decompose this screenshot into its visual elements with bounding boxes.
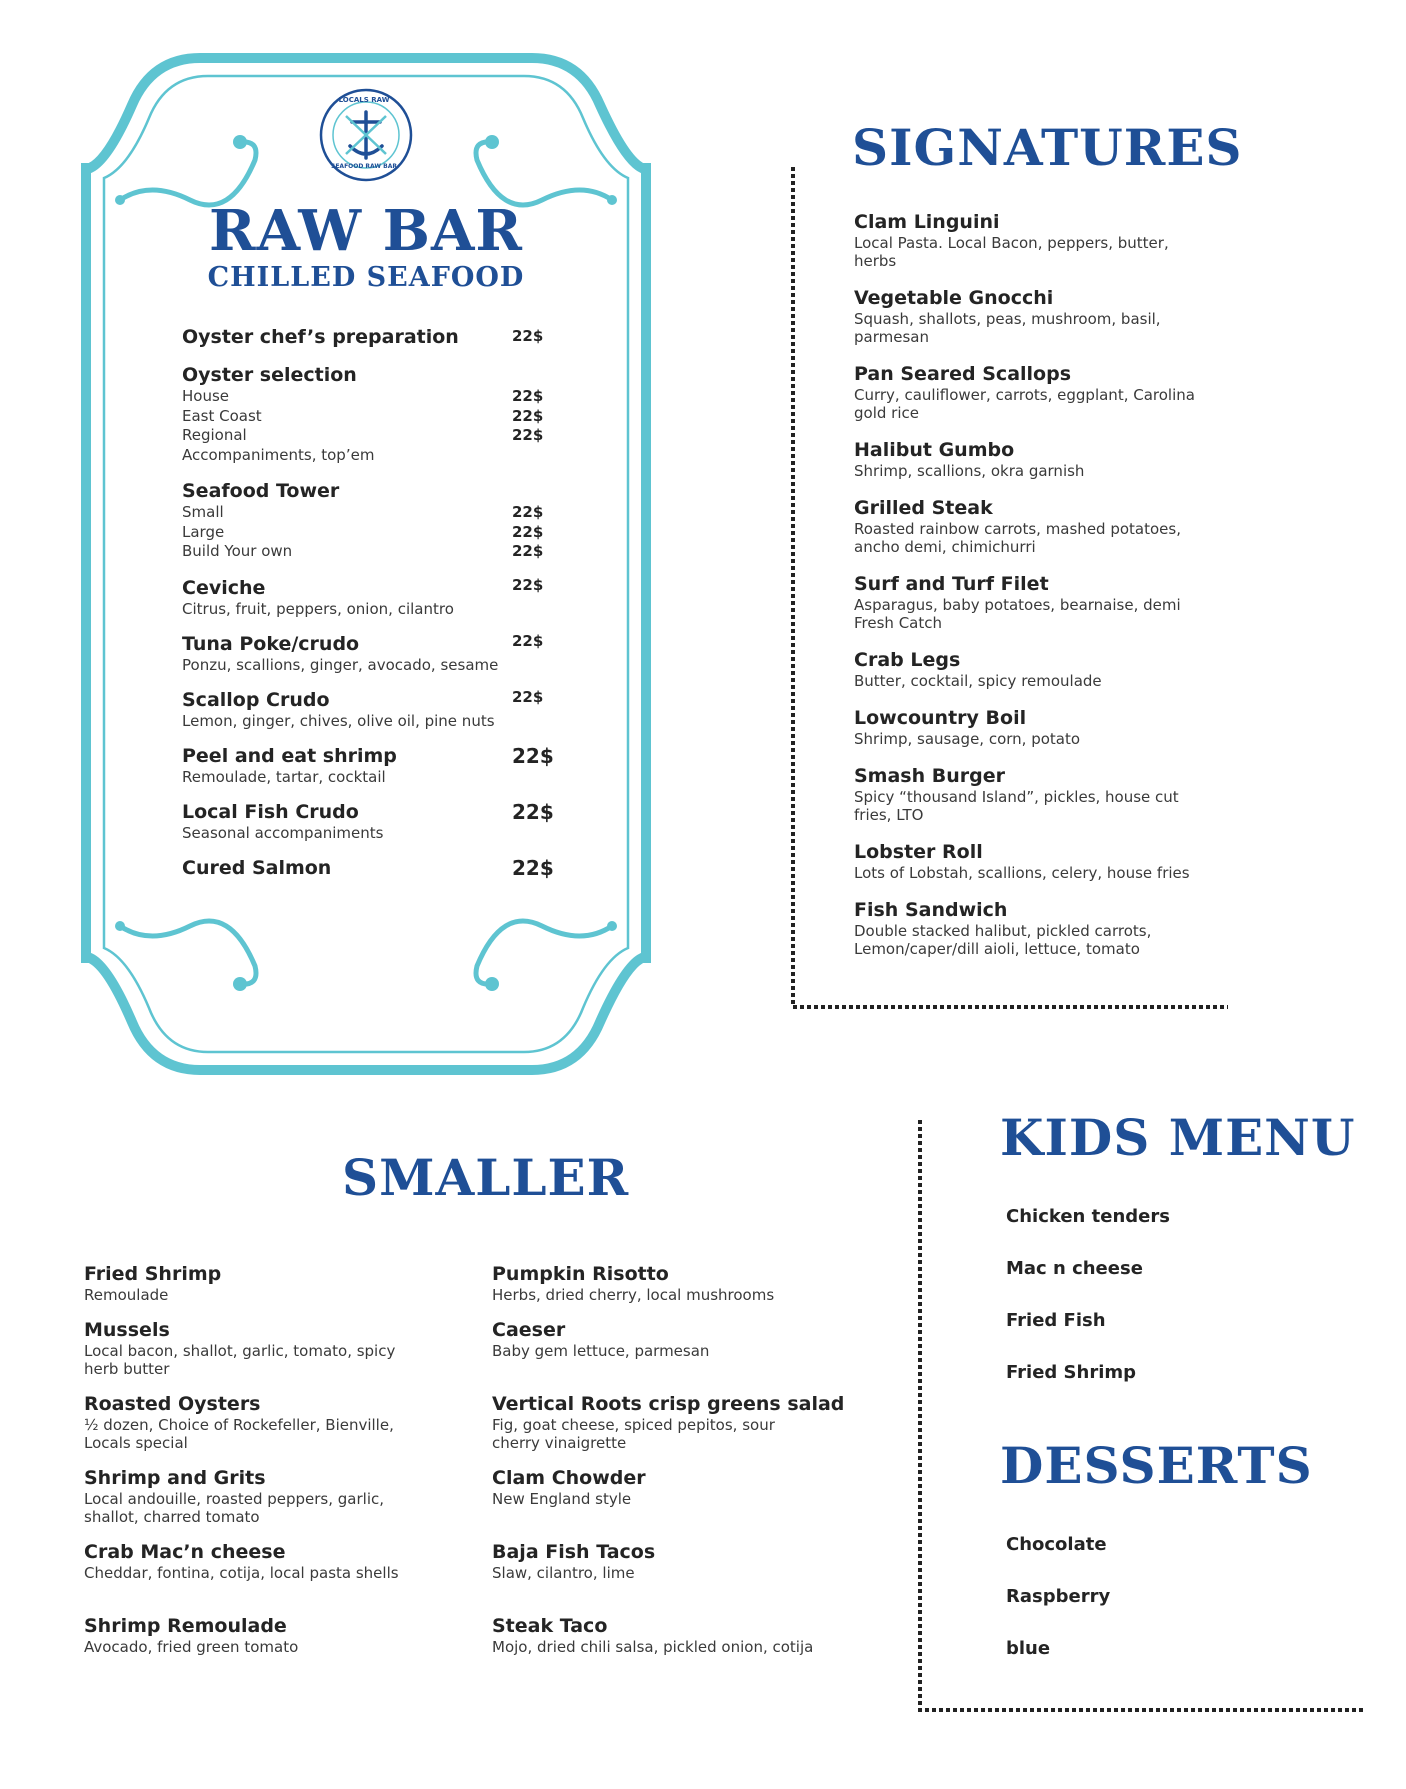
menu-item: Steak Taco Mojo, dried chili salsa, pickled onion, cotija xyxy=(492,1615,814,1656)
logo-text-bottom: SEAFOOD RAW BAR xyxy=(331,163,397,170)
smaller-right-column xyxy=(492,1262,892,1670)
menu-item: Clam Chowder New England style xyxy=(492,1467,646,1508)
smaller-title: SMALLER xyxy=(342,1148,630,1207)
signatures-title: SIGNATURES xyxy=(852,118,1243,177)
menu-item: Vertical Roots crisp greens salad Fig, goat cheese, spiced pepitos, sour cherry vinaigrette xyxy=(492,1393,845,1452)
dessert-item: blue xyxy=(1006,1638,1051,1659)
menu-item: Crab Mac’n cheese Cheddar, fontina, cotija, local pasta shells xyxy=(84,1541,399,1582)
menu-item: Crab Legs Butter, cocktail, spicy remoulade xyxy=(854,649,1102,690)
kids-item: Fried Fish xyxy=(1006,1310,1106,1331)
kids-item: Mac n cheese xyxy=(1006,1258,1143,1279)
menu-item: Shrimp and Grits Local andouille, roasted peppers, garlic, shallot, charred tomato xyxy=(84,1467,385,1526)
kids-item: Fried Shrimp xyxy=(1006,1362,1137,1383)
raw-bar-subtitle: CHILLED SEAFOOD xyxy=(207,262,525,293)
menu-item: Pumpkin Risotto Herbs, dried cherry, local mushrooms xyxy=(492,1263,775,1304)
smaller-left-column xyxy=(84,1262,484,1670)
menu-item: Cured Salmon 22$ xyxy=(182,855,554,880)
menu-item: Lobster Roll Lots of Lobstah, scallions, celery, house fries xyxy=(854,841,1190,882)
menu-item: Fish Sandwich Double stacked halibut, pickled carrots, Lemon/caper/dill aioli, lettuce, tomato xyxy=(854,899,1152,958)
menu-item: Mussels Local bacon, shallot, garlic, tomato, spicy herb butter xyxy=(84,1319,396,1378)
menu-item: Scallop Crudo 22$ Lemon, ginger, chives, olive oil, pine nuts xyxy=(182,687,544,730)
menu-item: Grilled Steak Roasted rainbow carrots, mashed potatoes, ancho demi, chimichurri xyxy=(854,497,1181,556)
menu-item: Fried Shrimp Remoulade xyxy=(84,1263,222,1304)
dessert-item: Chocolate xyxy=(1006,1534,1107,1555)
menu-item: Peel and eat shrimp 22$ Remoulade, tartar, cocktail xyxy=(182,743,554,786)
menu-item: Oyster selection House 22$ East Coast 22$ Regional 22$ Accompaniments, top’em xyxy=(182,364,544,464)
menu-item: Caeser Baby gem lettuce, parmesan xyxy=(492,1319,710,1360)
menu-item: Tuna Poke/crudo 22$ Ponzu, scallions, ginger, avocado, sesame xyxy=(182,631,544,674)
menu-item: Halibut Gumbo Shrimp, scallions, okra garnish xyxy=(854,439,1085,480)
menu-item: Vegetable Gnocchi Squash, shallots, peas, mushroom, basil, parmesan xyxy=(854,287,1161,346)
menu-item: Clam Linguini Local Pasta. Local Bacon, peppers, butter, herbs xyxy=(854,211,1169,270)
logo-text-top: LOCALS RAW xyxy=(338,96,390,104)
raw-bar-title: RAW BAR xyxy=(209,198,523,264)
menu-item: Ceviche 22$ Citrus, fruit, peppers, onion, cilantro xyxy=(182,575,544,618)
kids-item: Chicken tenders xyxy=(1006,1206,1170,1227)
signatures-list xyxy=(854,210,1234,974)
menu-item: Smash Burger Spicy “thousand Island”, pickles, house cut fries, LTO xyxy=(854,765,1179,824)
menu-item: Pan Seared Scallops Curry, cauliflower, carrots, eggplant, Carolina gold rice xyxy=(854,363,1195,422)
menu-item: Shrimp Remoulade Avocado, fried green tomato xyxy=(84,1615,299,1656)
kids-menu-title: KIDS MENU xyxy=(1000,1108,1356,1167)
desserts-title: DESSERTS xyxy=(1000,1436,1313,1495)
menu-item: Local Fish Crudo 22$ Seasonal accompaniments xyxy=(182,799,554,842)
menu-item: Seafood Tower Small 22$ Large 22$ Build Your own 22$ xyxy=(182,480,544,560)
menu-item: Oyster chef’s preparation 22$ xyxy=(182,326,544,348)
menu-item: Lowcountry Boil Shrimp, sausage, corn, potato xyxy=(854,707,1081,748)
dessert-item: Raspberry xyxy=(1006,1586,1111,1607)
menu-item: Roasted Oysters ½ dozen, Choice of Rockefeller, Bienville, Locals special xyxy=(84,1393,394,1452)
menu-item: Surf and Turf Filet Asparagus, baby potatoes, bearnaise, demi Fresh Catch xyxy=(854,573,1181,632)
raw-bar-list xyxy=(182,325,562,894)
menu-item: Baja Fish Tacos Slaw, cilantro, lime xyxy=(492,1541,656,1582)
